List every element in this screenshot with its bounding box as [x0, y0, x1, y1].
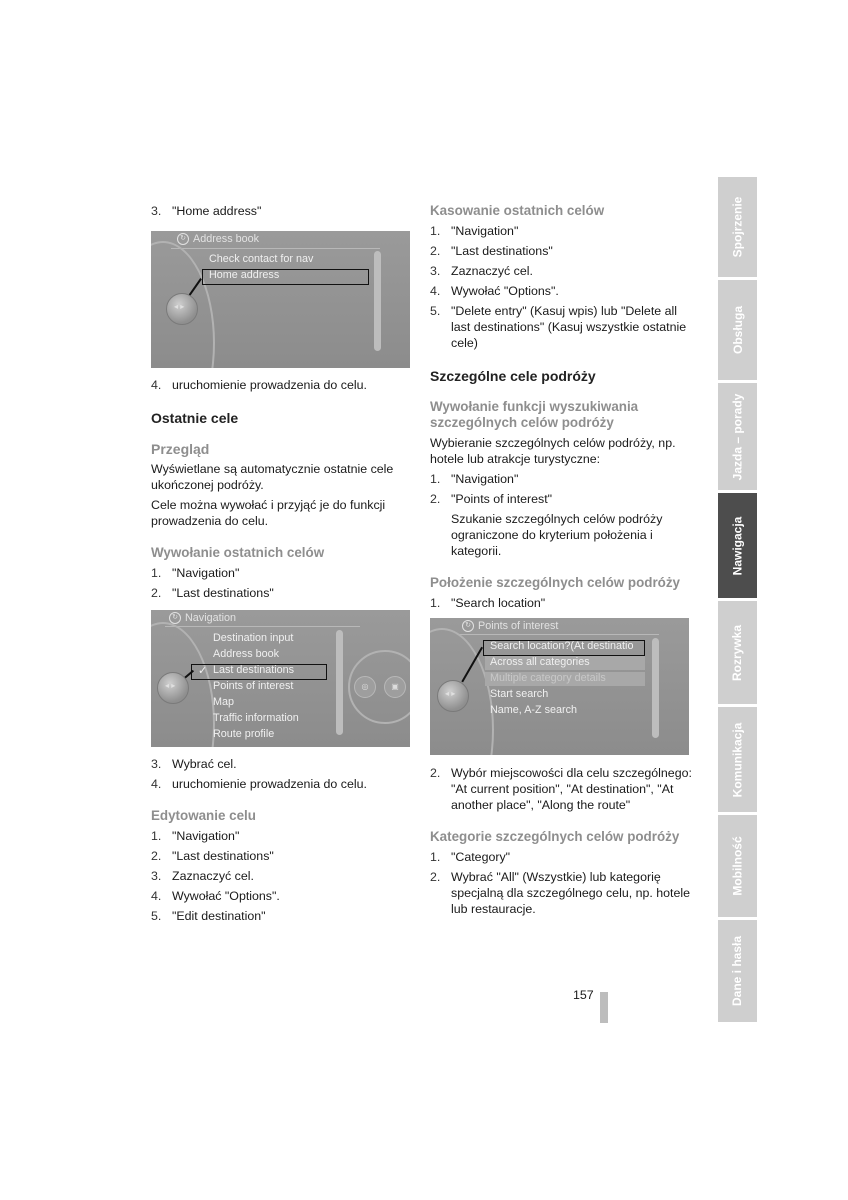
- list-item: 2. "Last destinations": [151, 586, 274, 600]
- left-column-part2: [151, 377, 413, 605]
- menu-item: Route profile: [213, 728, 275, 740]
- scrollbar: [336, 630, 343, 735]
- tab-obsluga[interactable]: Obsługa: [718, 280, 757, 380]
- menu-item: Across all categories: [490, 656, 590, 668]
- paragraph: Szukanie szczególnych celów podróży ograniczone do kryterium położenia i kategorii.: [451, 512, 663, 558]
- subsection-heading: Wywołanie funkcji wyszukiwania szczególnych celów podróży: [430, 399, 639, 430]
- menu-item: Multiple category details: [490, 672, 606, 684]
- navigation-icon: ↻: [177, 233, 189, 245]
- guidance-icon: ◎: [354, 676, 376, 698]
- menu-item: Search location?(At destinatio: [490, 640, 634, 652]
- controller-knob-icon: ◂ ▸: [166, 293, 198, 325]
- list-item: 1. "Navigation": [151, 566, 240, 580]
- screen-title: ↻ Navigation: [169, 612, 236, 624]
- list-item: 1. "Category": [430, 850, 511, 864]
- list-item: 3. Zaznaczyć cel.: [151, 869, 254, 883]
- page-marker: [600, 992, 608, 1023]
- scrollbar: [652, 638, 659, 738]
- navigation-menu-screenshot: [151, 610, 410, 747]
- list-item: 5. "Delete entry" (Kasuj wpis) lub "Delete all last destinations" (Kasuj wszystkie ostatnie cele): [430, 304, 687, 350]
- list-item: 3. "Home address": [151, 204, 262, 218]
- tab-mobilnosc[interactable]: Mobilność: [718, 815, 757, 917]
- list-item: 2. Wybrać "All" (Wszystkie) lub kategorię specjalną dla szczególnego celu, np. hotele lub restauracje.: [430, 870, 691, 916]
- list-item: 2. "Last destinations": [151, 849, 274, 863]
- list-item: 5. "Edit destination": [151, 909, 266, 923]
- tab-rozrywka[interactable]: Rozrywka: [718, 601, 757, 704]
- list-item: 1. "Search location": [430, 596, 546, 610]
- menu-item: Destination input: [213, 632, 294, 644]
- menu-item: Map: [213, 696, 235, 708]
- paragraph: Wybieranie szczególnych celów podróży, np. hotele lub atrakcje turystyczne:: [430, 436, 676, 466]
- paragraph: Cele można wywołać i przyjąć je do funkcji prowadzenia do celu.: [151, 498, 386, 528]
- paragraph: Wyświetlane są automatycznie ostatnie cele ukończonej podróży.: [151, 462, 394, 492]
- tab-jazda-porady[interactable]: Jazda – porady: [718, 383, 757, 490]
- controller-knob-icon: ◂ ▸: [157, 672, 189, 704]
- tab-spojrzenie[interactable]: Spojrzenie: [718, 177, 757, 277]
- menu-item: Last destinations: [213, 664, 295, 676]
- subsection-heading: Kasowanie ostatnich celów: [430, 203, 605, 218]
- list-item: 4. uruchomienie prowadzenia do celu.: [151, 378, 367, 392]
- list-item: 1. "Navigation": [151, 829, 240, 843]
- subsection-heading: Przegląd: [151, 441, 210, 457]
- list-item: 3. Wybrać cel.: [151, 757, 237, 771]
- list-item: 4. Wywołać "Options".: [430, 284, 559, 298]
- page-number: 157: [573, 988, 594, 1002]
- screen-title: ↻ Address book: [177, 233, 259, 245]
- screen-title: ↻ Points of interest: [462, 620, 558, 632]
- menu-item: Address book: [213, 648, 280, 660]
- list-item: 4. uruchomienie prowadzenia do celu.: [151, 777, 367, 791]
- left-column: [151, 203, 413, 223]
- checkmark-icon: ✓: [198, 665, 208, 677]
- scrollbar: [374, 251, 381, 351]
- menu-item: Home address: [209, 269, 280, 281]
- tab-komunikacja[interactable]: Komunikacja: [718, 707, 757, 812]
- tab-dane-i-hasla[interactable]: Dane i hasła: [718, 920, 757, 1022]
- map-icon: ▣: [384, 676, 406, 698]
- tab-nawigacja[interactable]: Nawigacja: [718, 493, 757, 598]
- section-heading: Szczególne cele podróży: [430, 368, 596, 384]
- navigation-icon: ↻: [462, 620, 474, 632]
- list-item: 2. "Last destinations": [430, 244, 553, 258]
- section-heading: Ostatnie cele: [151, 410, 239, 426]
- list-item: 1. "Navigation": [430, 472, 519, 486]
- controller-knob-icon: ◂ ▸: [437, 680, 469, 712]
- subsection-heading: Edytowanie celu: [151, 808, 256, 823]
- list-item: 2. "Points of interest": [430, 492, 553, 506]
- subsection-heading: Wywołanie ostatnich celów: [151, 545, 325, 560]
- left-column-part3: [151, 756, 413, 928]
- right-column: [430, 203, 692, 615]
- subsection-heading: Kategorie szczególnych celów podróży: [430, 829, 680, 844]
- list-item: 1. "Navigation": [430, 224, 519, 238]
- menu-item: Start search: [490, 688, 549, 700]
- menu-item: Points of interest: [213, 680, 294, 692]
- right-column-part2: [430, 765, 692, 921]
- address-book-screenshot: [151, 231, 410, 368]
- navigation-icon: ↻: [169, 612, 181, 624]
- points-of-interest-screenshot: [430, 618, 689, 755]
- list-item: 2. Wybór miejscowości dla celu szczególnego: "At current position", "At destination", "At another place", "Along the route": [430, 766, 692, 812]
- subsection-heading: Położenie szczególnych celów podróży: [430, 575, 681, 590]
- menu-item: Traffic information: [213, 712, 299, 724]
- list-item: 3. Zaznaczyć cel.: [430, 264, 533, 278]
- list-item: 4. Wywołać "Options".: [151, 889, 280, 903]
- menu-item: Name, A-Z search: [490, 704, 578, 716]
- menu-item: Check contact for nav: [209, 253, 314, 265]
